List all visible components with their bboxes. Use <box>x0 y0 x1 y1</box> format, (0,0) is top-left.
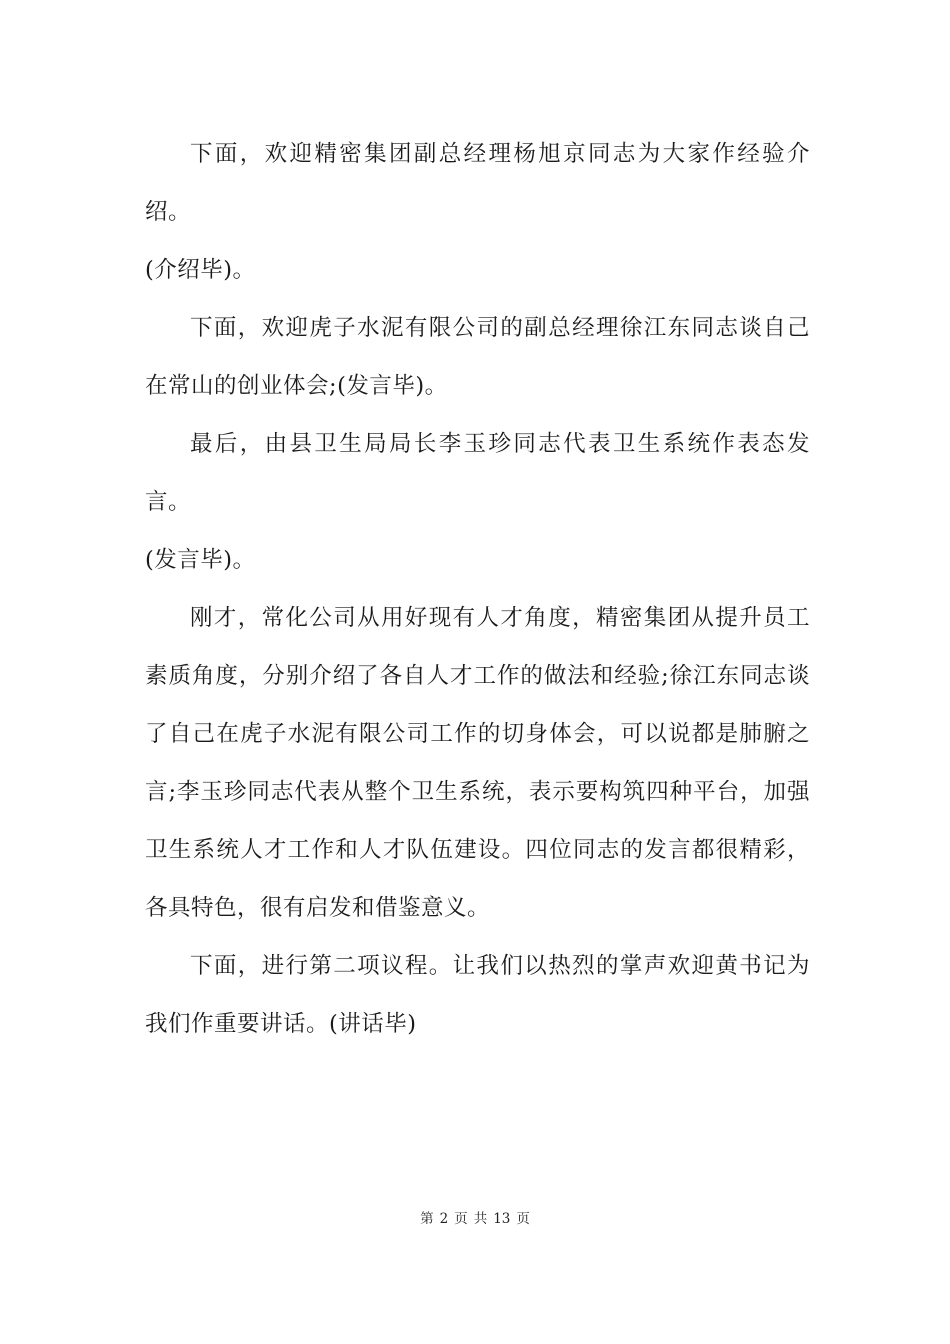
footer-suffix: 页 <box>516 1211 530 1227</box>
paragraph: (发言毕)。 <box>145 547 256 573</box>
paragraph: 下面，欢迎虎子水泥有限公司的副总经理徐江东同志谈自己在常山的创业体会;(发言毕)。 <box>145 315 810 399</box>
footer-page-word: 页 <box>454 1211 468 1227</box>
paragraph: 下面，进行第二项议程。让我们以热烈的掌声欢迎黄书记为我们作重要讲话。(讲话毕) <box>145 953 810 1037</box>
footer-total-prefix: 共 <box>473 1211 488 1227</box>
paragraph: 最后，由县卫生局局长李玉珍同志代表卫生系统作表态发言。 <box>145 431 810 515</box>
footer-prefix: 第 <box>420 1211 434 1227</box>
paragraph: 刚才，常化公司从用好现有人才角度，精密集团从提升员工素质角度，分别介绍了各自人才工作的做法和经验;徐江东同志谈了自己在虎子水泥有限公司工作的切身体会，可以说都是肺腑之言;李玉珍同志代表从整个卫生系统，表示要构筑四种平台，加强卫生系统人才工作和人才队伍建设。四位同志的发言都很精彩，各具特色，很有启发和借鉴意义。 <box>145 605 810 921</box>
document-body <box>145 125 810 1053</box>
footer-total-pages: 13 <box>493 1211 511 1227</box>
footer-current-page: 2 <box>439 1211 449 1227</box>
paragraph: 下面，欢迎精密集团副总经理杨旭京同志为大家作经验介绍。 <box>145 141 810 225</box>
page-footer <box>0 1207 950 1227</box>
paragraph: (介绍毕)。 <box>145 257 256 283</box>
